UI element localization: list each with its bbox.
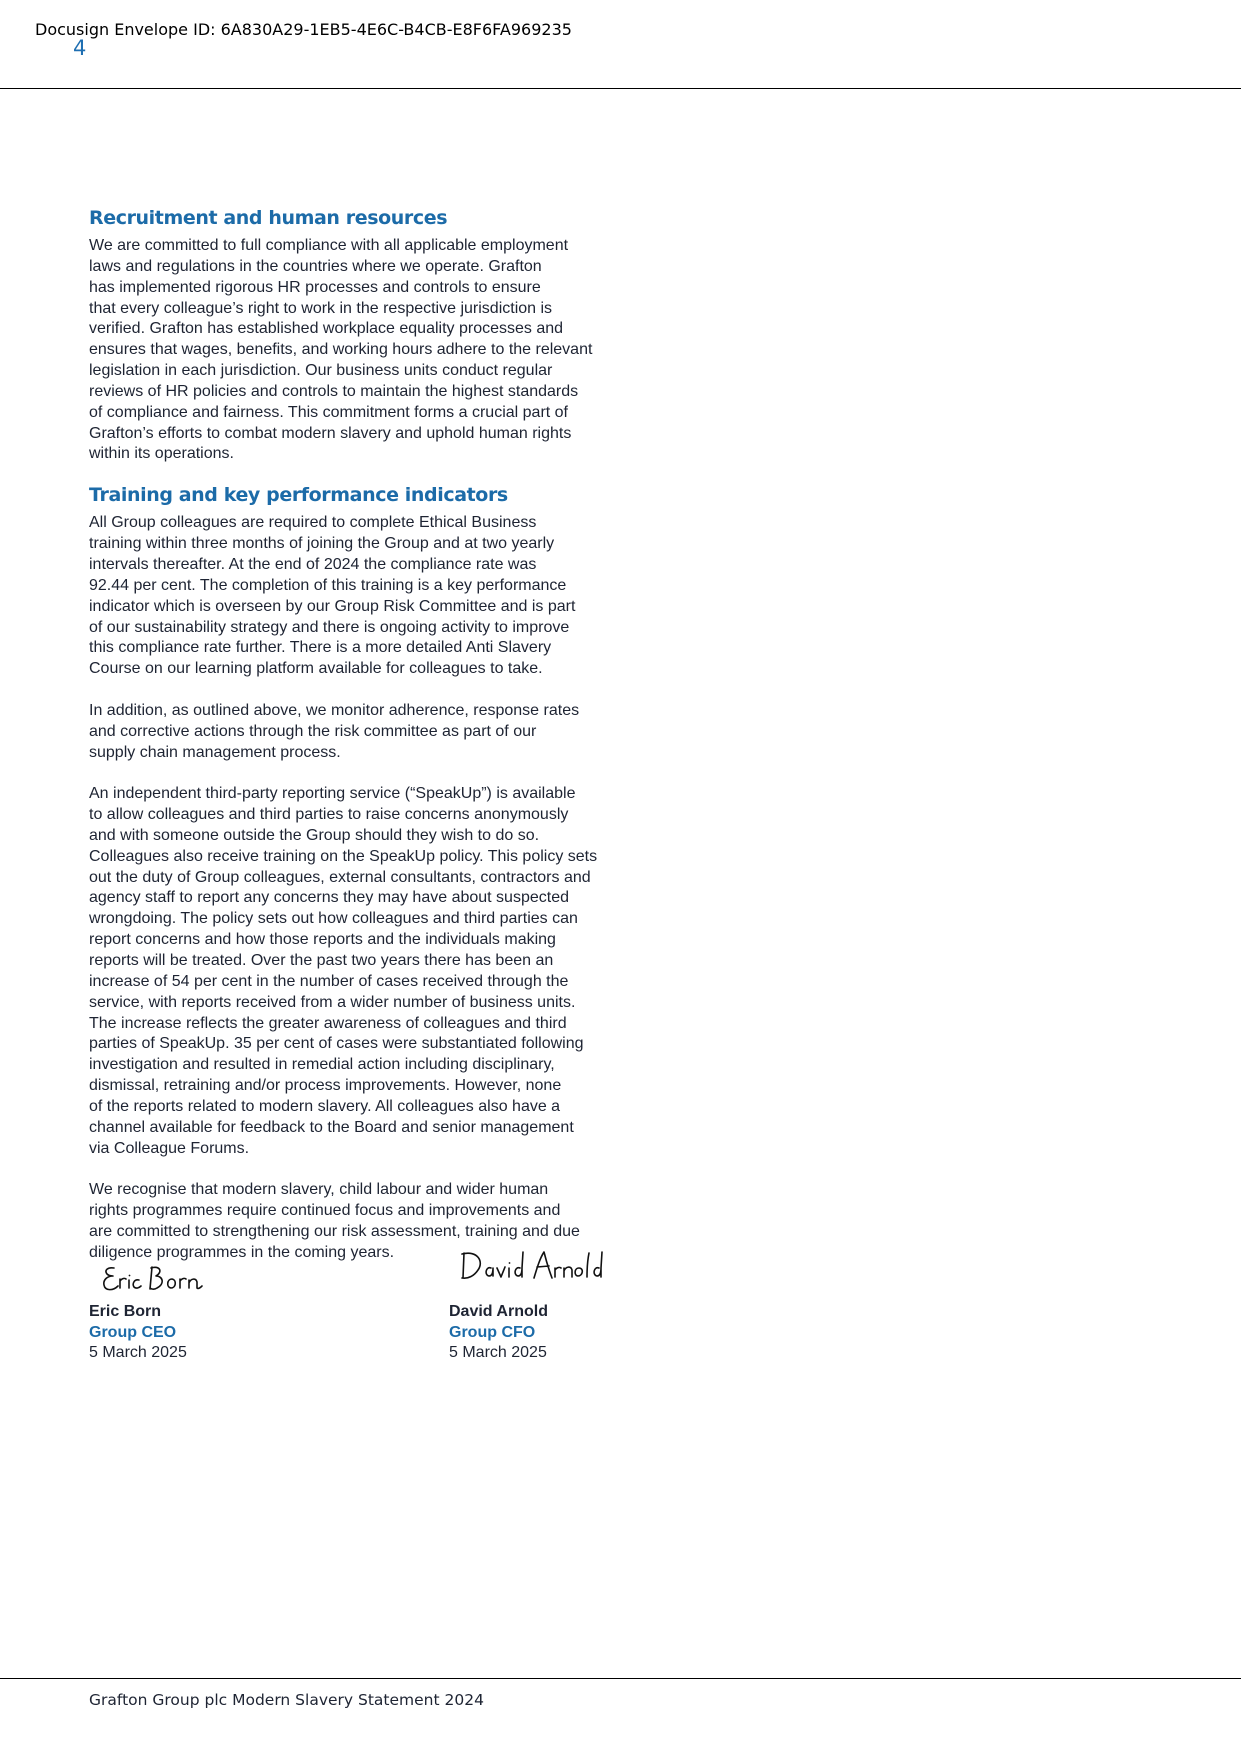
text-line: increase of 54 per cent in the number of cases received through the (89, 972, 569, 990)
text-line: service, with reports received from a wider number of business units. (89, 993, 576, 1011)
text-line: Colleagues also receive training on the SpeakUp policy. This policy sets (89, 847, 598, 865)
text-line: legislation in each jurisdiction. Our business units conduct regular (89, 362, 553, 380)
text-line: and with someone outside the Group should they wish to do so. (89, 826, 540, 844)
text-line: that every colleague’s right to work in the respective jurisdiction is (89, 299, 553, 317)
signatory-date: 5 March 2025 (89, 1344, 187, 1361)
text-line: In addition, as outlined above, we monitor adherence, response rates (89, 701, 580, 719)
text-line: diligence programmes in the coming years. (89, 1243, 395, 1261)
text-line: reports will be treated. Over the past two years there has been an (89, 952, 554, 969)
section-heading-recruitment: Recruitment and human resources (89, 207, 448, 229)
text-line: indicator which is overseen by our Group Risk Committee and is part (89, 597, 576, 615)
page-number: 4 (73, 36, 87, 60)
signatory-date: 5 March 2025 (449, 1344, 547, 1361)
text-line: wrongdoing. The policy sets out how colleagues and third parties can (89, 910, 578, 928)
text-line: All Group colleagues are required to complete Ethical Business (89, 514, 537, 532)
text-line: via Colleague Forums. (89, 1139, 250, 1157)
paragraph-speakup (89, 784, 629, 1159)
signature-david-arnold (458, 1248, 606, 1288)
text-line: 92.44 per cent. The completion of this training is a key performance (89, 576, 567, 594)
signatory-title: Group CFO (449, 1323, 536, 1341)
signatory-ceo (89, 1302, 187, 1364)
docusign-envelope-id: Docusign Envelope ID: 6A830A29-1EB5-4E6C-B4CB-E8F6FA969235 (35, 20, 572, 39)
text-line: Grafton’s efforts to combat modern slavery and uphold human rights (89, 424, 572, 442)
text-line: reviews of HR policies and controls to maintain the highest standards (89, 382, 579, 400)
paragraph-monitoring (89, 701, 629, 764)
text-line: agency staff to report any concerns they may have about suspected (89, 889, 569, 907)
text-line: supply chain management process. (89, 743, 341, 761)
text-line: parties of SpeakUp. 35 per cent of cases were substantiated following (89, 1035, 584, 1053)
text-line: within its operations. (89, 445, 234, 463)
text-line: investigation and resulted in remedial action including disciplinary, (89, 1056, 555, 1074)
signature-eric-born (100, 1262, 215, 1298)
paragraph-recruitment (89, 236, 629, 465)
text-line: rights programmes require continued focus and improvements and (89, 1202, 561, 1220)
text-line: of our sustainability strategy and there is ongoing activity to improve (89, 618, 570, 636)
text-line: Course on our learning platform available for colleagues to take. (89, 660, 543, 678)
statement-body (89, 205, 629, 1264)
text-line: dismissal, retraining and/or process improvements. However, none (89, 1077, 562, 1095)
text-line: and corrective actions through the risk committee as part of our (89, 722, 537, 740)
text-line: this compliance rate further. There is a more detailed Anti Slavery (89, 639, 552, 657)
section-heading-training-kpis: Training and key performance indicators (89, 484, 508, 507)
signatory-cfo (449, 1302, 548, 1364)
text-line: to allow colleagues and third parties to raise concerns anonymously (89, 806, 569, 824)
signatory-title: Group CEO (89, 1323, 177, 1341)
signatory-name: Eric Born (89, 1303, 162, 1320)
text-line: of compliance and fairness. This commitment forms a crucial part of (89, 403, 568, 421)
text-line: The increase reflects the greater awareness of colleagues and third (89, 1014, 567, 1032)
text-line: ensures that wages, benefits, and working hours adhere to the relevant (89, 341, 593, 359)
text-line: of the reports related to modern slavery. All colleagues also have a (89, 1097, 561, 1115)
text-line: An independent third-party reporting service (“SpeakUp”) is available (89, 785, 576, 803)
text-line: laws and regulations in the countries where we operate. Grafton (89, 257, 542, 275)
text-line: out the duty of Group colleagues, external consultants, contractors and (89, 868, 591, 886)
footer-document-title: Grafton Group plc Modern Slavery Statement 2024 (89, 1691, 484, 1709)
text-line: verified. Grafton has established workplace equality processes and (89, 320, 564, 338)
text-line: training within three months of joining the Group and at two yearly (89, 535, 555, 553)
text-line: We are committed to full compliance with all applicable employment (89, 237, 569, 254)
paragraph-training (89, 513, 629, 680)
text-line: are committed to strengthening our risk assessment, training and due (89, 1222, 580, 1240)
header-divider (0, 88, 1241, 89)
text-line: intervals thereafter. At the end of 2024 the compliance rate was (89, 555, 537, 573)
text-line: We recognise that modern slavery, child labour and wider human (89, 1181, 549, 1199)
signatory-name: David Arnold (449, 1303, 548, 1320)
text-line: channel available for feedback to the Board and senior management (89, 1118, 574, 1136)
text-line: report concerns and how those reports and the individuals making (89, 931, 556, 949)
footer-divider (0, 1678, 1241, 1679)
text-line: has implemented rigorous HR processes and controls to ensure (89, 278, 541, 296)
